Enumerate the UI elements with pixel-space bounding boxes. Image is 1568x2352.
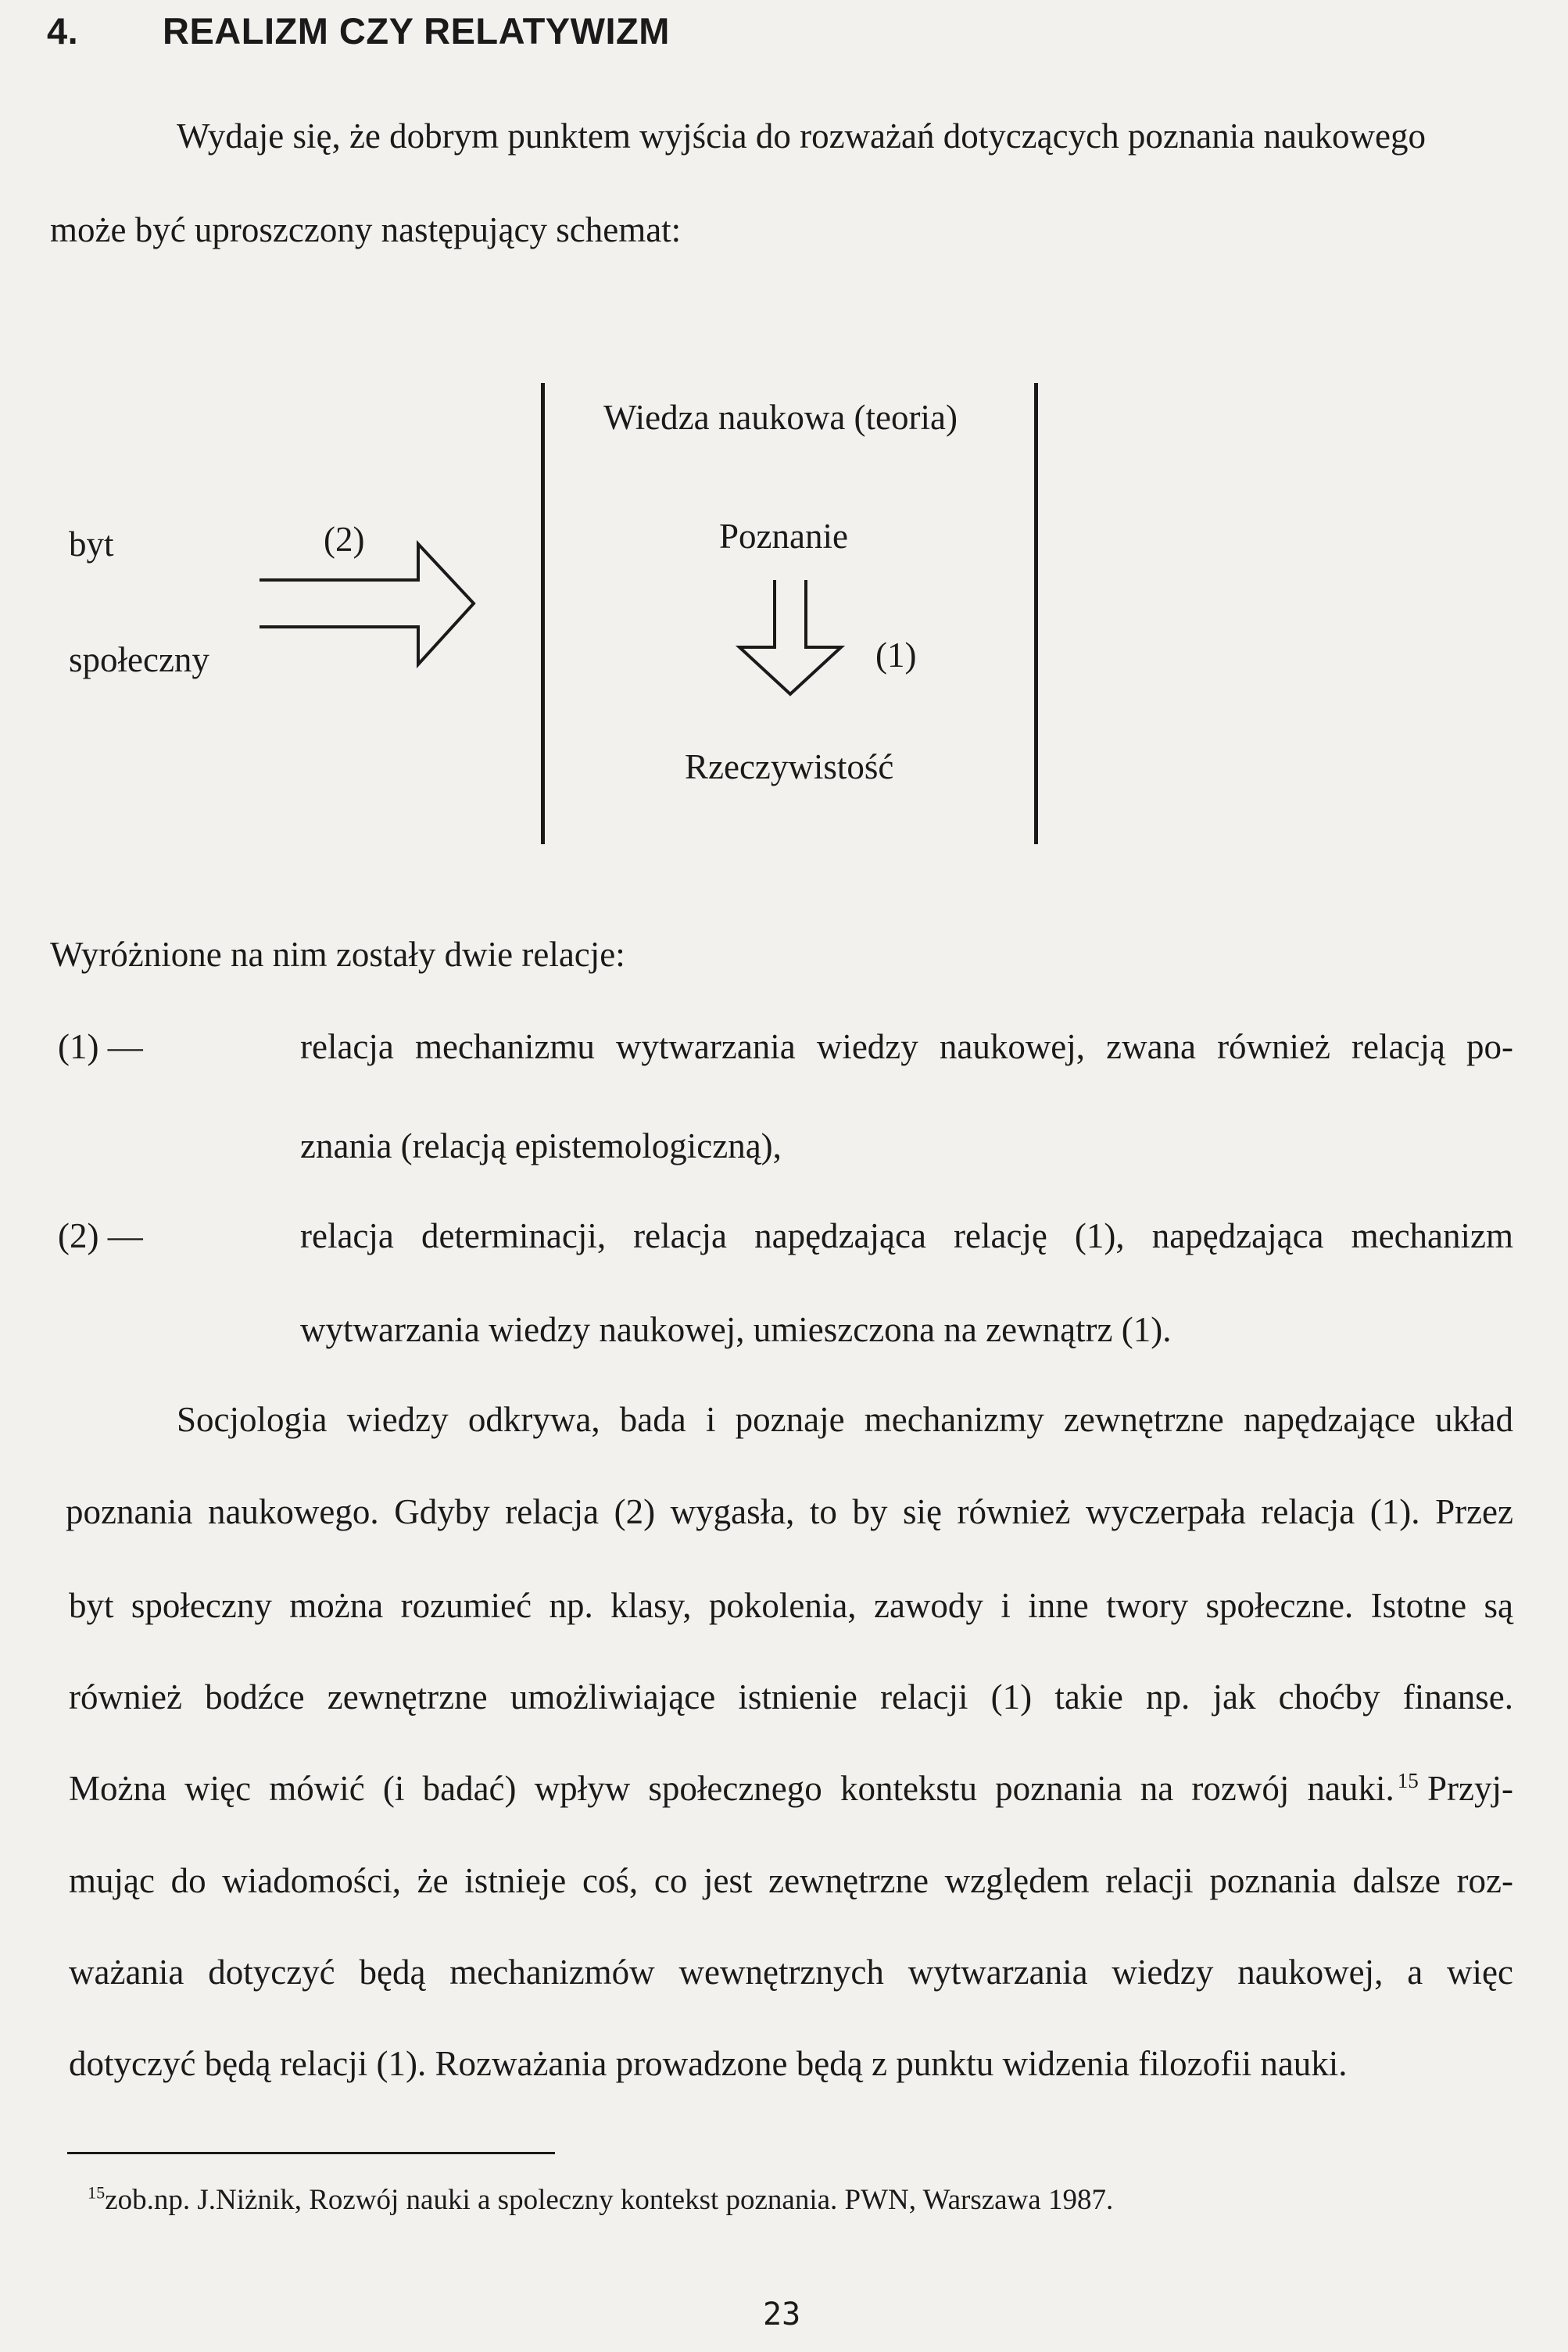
relation-1-line-2: znania (relacją epistemologiczną), <box>300 1126 782 1165</box>
intro-line-1: Wydaje się, że dobrym punktem wyjścia do rozważań dotyczących poznania naukowego <box>177 116 1426 156</box>
arrow-1-label: (1) <box>875 635 917 675</box>
body-line-4: również bodźce zewnętrzne umożliwiające istnienie relacji (1) takie np. jak choćby finanse. <box>69 1677 1513 1717</box>
arrow-1-icon <box>732 577 849 702</box>
body-line-2: poznania naukowego. Gdyby relacja (2) wygasła, to by się również wyczerpała relacja (1). Przez <box>66 1492 1513 1531</box>
body-line-5 <box>69 1768 1513 1809</box>
diagram-label-being: byt <box>69 524 114 564</box>
diagram-label-knowledge: Wiedza naukowa (teoria) <box>603 398 958 437</box>
footnote-number: 15 <box>88 2182 106 2203</box>
diagram-label-social: społeczny <box>69 640 209 679</box>
relation-2-line-1 <box>300 1215 1513 1256</box>
page-number: 23 <box>763 2297 801 2332</box>
section-number: 4. <box>47 10 79 52</box>
footnote <box>88 2183 1113 2217</box>
body-line-1: Socjologia wiedzy odkrywa, bada i poznaje mechanizmy zewnętrzne napędzające układ <box>177 1400 1513 1439</box>
relation-1-line-1-text: relacja mechanizmu wytwarzania wiedzy naukowej, zwana również relacją po- <box>300 1027 1513 1066</box>
footnote-text: zob.np. J.Niżnik, Rozwój nauki a spoleczny kontekst poznania. PWN, Warszawa 1987. <box>105 2184 1114 2216</box>
body-line-3: byt społeczny można rozumieć np. klasy, pokolenia, zawody i inne twory społeczne. Istotne są <box>69 1586 1513 1625</box>
section-title: REALIZM CZY RELATYWIZM <box>163 10 670 52</box>
relation-2-line-2: wytwarzania wiedzy naukowej, umieszczona na zewnątrz (1). <box>300 1310 1172 1349</box>
diagram-label-cognition: Poznanie <box>719 517 848 556</box>
footnote-ref-15 <box>1398 1768 1513 1809</box>
body-line-7: ważania dotyczyć będą mechanizmów wewnętrznych wytwarzania wiedzy naukowej, a więc <box>69 1953 1513 1992</box>
relation-1-line-1 <box>300 1026 1513 1067</box>
body-line-8: dotyczyć będą relacji (1). Rozważania prowadzone będą z punktu widzenia filozofii nauki. <box>69 2044 1348 2083</box>
right-boundary-line <box>1034 383 1038 844</box>
body-line-5-tail: Przyj- <box>1418 1769 1513 1808</box>
footnote-separator <box>67 2152 555 2154</box>
relation-2-marker: (2) — <box>58 1216 143 1255</box>
relations-intro: Wyróżnione na nim zostały dwie relacje: <box>50 935 625 974</box>
arrow-2-icon <box>250 539 485 680</box>
relation-2-line-1-text: relacja determinacji, relacja napędzająca relację (1), napędzająca mechanizm <box>300 1216 1513 1255</box>
intro-line-2: może być uproszczony następujący schemat: <box>50 210 682 249</box>
body-line-6: mując do wiadomości, że istnieje coś, co jest zewnętrzne względem relacji poznania dalsze roz- <box>69 1861 1513 1900</box>
relation-1-marker: (1) — <box>58 1027 143 1066</box>
left-boundary-line <box>541 383 545 844</box>
body-line-5-text: Można więc mówić (i badać) wpływ społecznego kontekstu poznania na rozwój nauki. <box>69 1769 1394 1808</box>
diagram-label-reality: Rzeczywistość <box>685 747 894 786</box>
footnote-ref-number: 15 <box>1397 1769 1419 1792</box>
arrow-2-label: (2) <box>324 520 365 559</box>
